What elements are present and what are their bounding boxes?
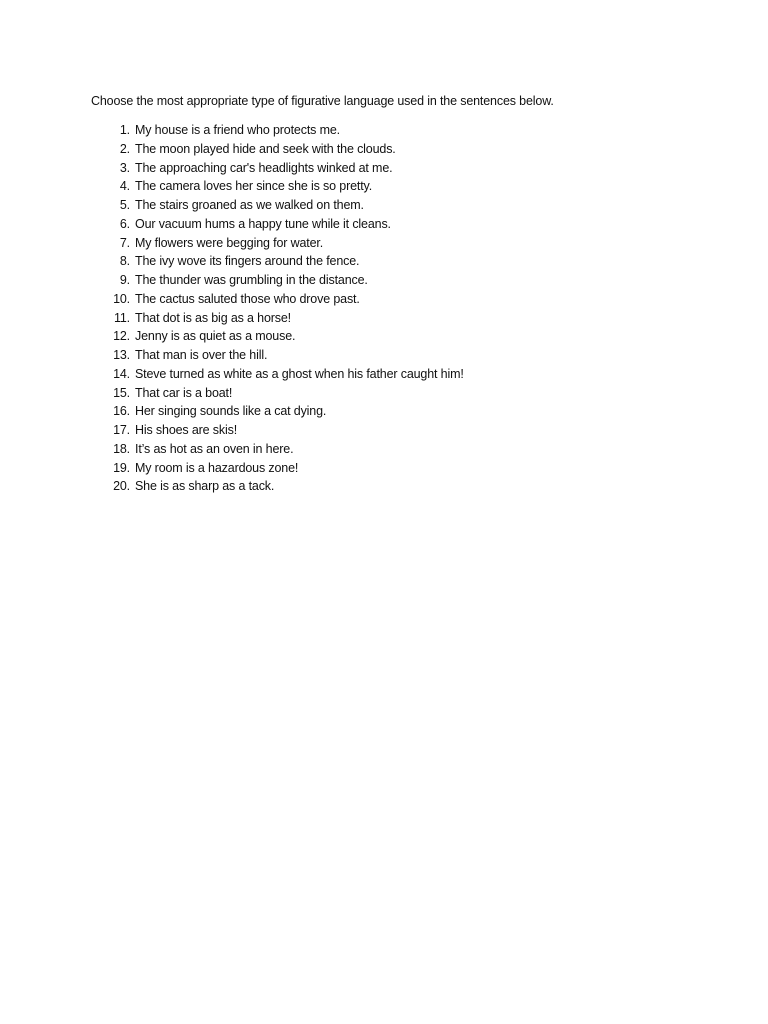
item-number: 14. <box>113 366 130 381</box>
item-number: 18. <box>113 441 130 456</box>
item-number: 9. <box>119 273 130 287</box>
item-sentence: The ivy wove its fingers around the fence. <box>135 254 360 269</box>
instructions-text: Choose the most appropriate type of figurative language used in the sentences below. <box>91 94 554 108</box>
item-sentence: Our vacuum hums a happy tune while it cleans. <box>135 216 391 231</box>
item-number: 17. <box>113 423 130 437</box>
item-number: 13. <box>113 348 130 362</box>
item-sentence: My flowers were begging for water. <box>135 235 324 250</box>
item-number: 20. <box>113 479 130 494</box>
item-sentence: The camera loves her since she is so pretty. <box>135 179 373 194</box>
item-number: 15. <box>113 385 130 400</box>
item-number: 16. <box>113 404 130 419</box>
item-sentence: The thunder was grumbling in the distance. <box>135 273 368 287</box>
item-number: 12. <box>113 329 130 344</box>
item-number: 6. <box>119 216 130 231</box>
item-number: 2. <box>119 141 130 156</box>
item-sentence: Her singing sounds like a cat dying. <box>135 404 327 419</box>
item-sentence: The approaching car's headlights winked at me. <box>135 160 393 175</box>
item-number: 4. <box>119 179 130 194</box>
item-sentence: His shoes are skis! <box>135 423 238 437</box>
item-number: 10. <box>113 291 130 306</box>
item-sentence: She is as sharp as a tack. <box>135 479 275 494</box>
item-number: 5. <box>119 198 130 212</box>
item-sentence: That car is a boat! <box>135 385 233 400</box>
item-sentence: That man is over the hill. <box>135 348 268 362</box>
item-sentence: The moon played hide and seek with the clouds. <box>135 141 396 156</box>
item-sentence: That dot is as big as a horse! <box>135 310 292 325</box>
item-number: 8. <box>119 254 130 269</box>
item-sentence: Jenny is as quiet as a mouse. <box>135 329 296 344</box>
item-number: 11. <box>114 310 130 325</box>
item-sentence: Steve turned as white as a ghost when his father caught him! <box>135 366 464 381</box>
item-number: 3. <box>119 160 130 175</box>
item-sentence: My house is a friend who protects me. <box>135 123 340 137</box>
item-number: 7. <box>119 235 130 250</box>
item-sentence: It’s as hot as an oven in here. <box>135 441 294 456</box>
item-sentence: The stairs groaned as we walked on them. <box>135 198 364 212</box>
item-number: 19. <box>113 460 130 475</box>
item-sentence: My room is a hazardous zone! <box>135 460 299 475</box>
item-number: 1. <box>119 123 130 137</box>
item-sentence: The cactus saluted those who drove past. <box>135 291 360 306</box>
